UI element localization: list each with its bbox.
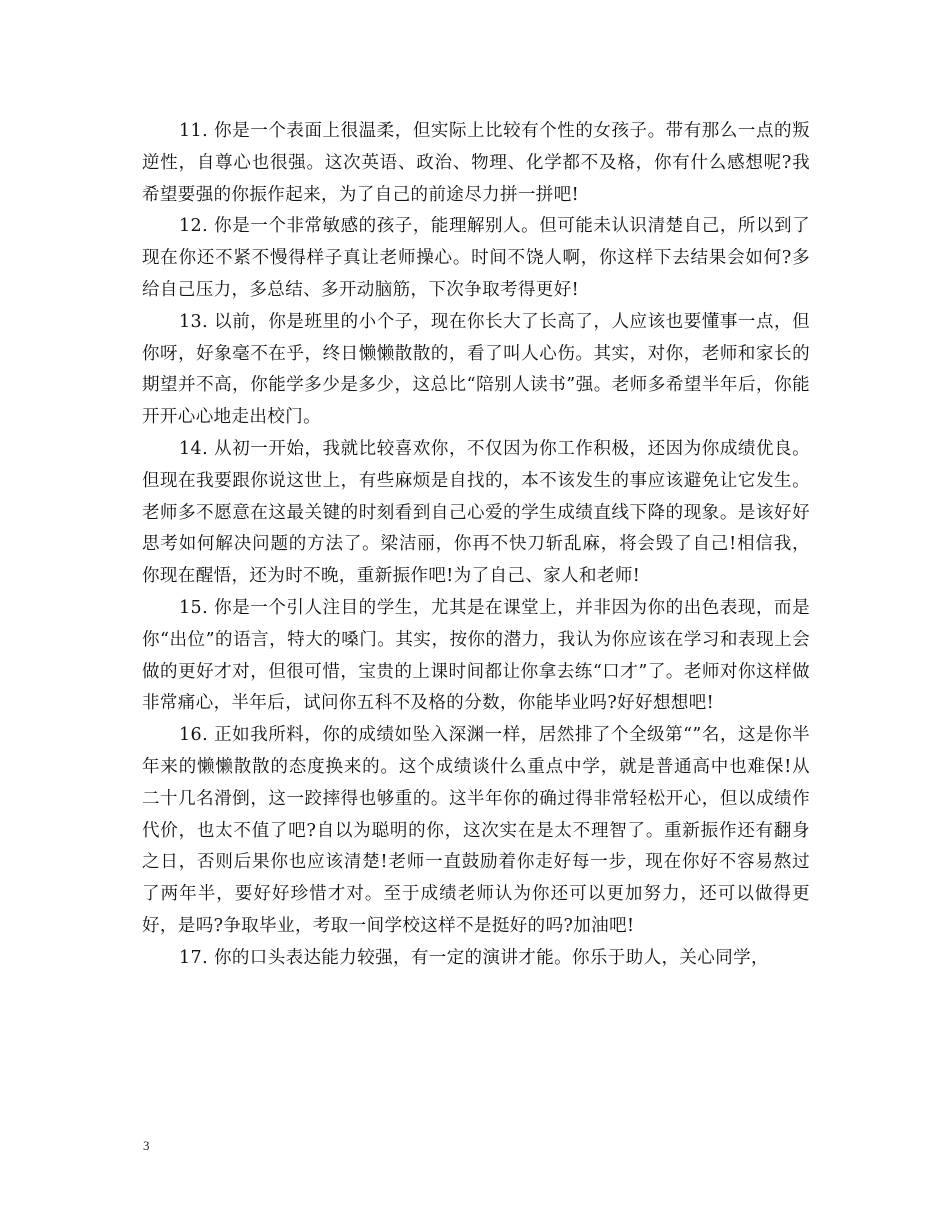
comment-paragraph-14: 14. 从初一开始，我就比较喜欢你，不仅因为你工作积极，还因为你成绩优良。但现在我要跟你说这世上，有些麻烦是自找的，本不该发生的事应该避免让它发生。老师多不愿意在这最关键的时刻看到自己心爱的学生成绩直线下降的现象。是该好好思考如何解决问题的方法了。梁洁丽，你再不快刀斩乱麻，将会毁了自己!相信我，你现在醒悟，还为时不晚，重新振作吧!为了自己、家人和老师! [142,438,810,587]
comment-paragraph-11: 11. 你是一个表面上很温柔，但实际上比较有个性的女孩子。带有那么一点的叛逆性，自尊心也很强。这次英语、政治、物理、化学都不及格，你有什么感想呢?我希望要强的你振作起来，为了自己的前途尽力拼一拼吧! [142,121,810,205]
document-body [142,116,810,975]
comment-paragraph-12: 12. 你是一个非常敏感的孩子，能理解别人。但可能未认识清楚自己，所以到了现在你还不紧不慢得样子真让老师操心。时间不饶人啊，你这样下去结果会如何?多给自己压力，多总结、多开动脑筋，下次争取考得更好! [142,216,810,300]
comment-paragraph-13: 13. 以前，你是班里的小个子，现在你长大了长高了，人应该也要懂事一点，但你呀，好象毫不在乎，终日懒懒散散的，看了叫人心伤。其实，对你，老师和家长的期望并不高，你能学多少是多少，这总比“陪别人读书”强。老师多希望半年后，你能开开心心地走出校门。 [142,311,810,428]
page-number: 3 [143,1138,150,1153]
comment-paragraph-17: 17. 你的口头表达能力较强，有一定的演讲才能。你乐于助人，关心同学， [179,947,769,968]
comment-paragraph-15: 15. 你是一个引人注目的学生，尤其是在课堂上，并非因为你的出色表现，而是你“出位”的语言，特大的嗓门。其实，按你的潜力，我认为你应该在学习和表现上会做的更好才对，但很可惜，宝贵的上课时间都让你拿去练“口才”了。老师对你这样做非常痛心，半年后，试问你五科不及格的分数，你能毕业吗?好好想想吧! [142,597,810,714]
comment-paragraph-16: 16. 正如我所料，你的成绩如坠入深渊一样，居然排了个全级第“”名，这是你半年来的懒懒散散的态度换来的。这个成绩谈什么重点中学，就是普通高中也难保!从二十几名滑倒，这一跤摔得也够重的。这半年你的确过得非常轻松开心，但以成绩作代价，也太不值了吧?自以为聪明的你，这次实在是太不理智了。重新振作还有翻身之日，否则后果你也应该清楚!老师一直鼓励着你走好每一步，现在你好不容易熬过了两年半，要好好珍惜才对。至于成绩老师认为你还可以更加努力，还可以做得更好，是吗?争取毕业，考取一间学校这样不是挺好的吗?加油吧! [142,725,810,936]
